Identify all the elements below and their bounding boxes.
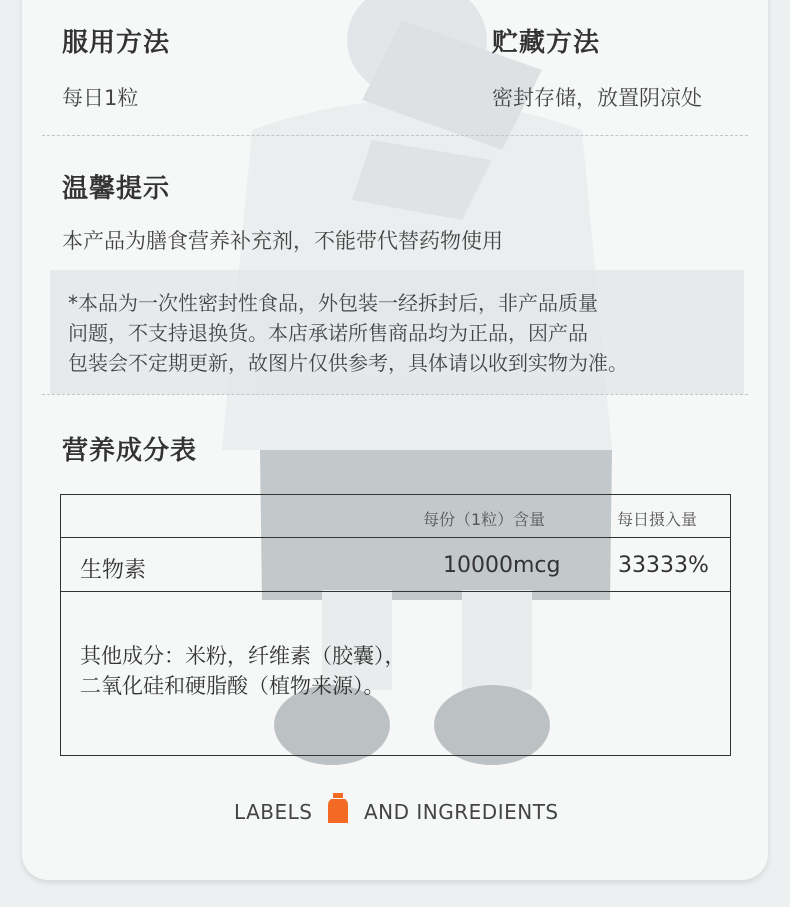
bottle-icon [328, 793, 348, 823]
other-ingredients-line: 二氧化硅和硬脂酸（植物来源）。 [80, 674, 385, 698]
nutrient-daily: 33333% [618, 553, 709, 578]
divider [42, 135, 748, 136]
usage-text: 每日1粒 [62, 86, 139, 110]
other-ingredients-line: 其他成分：米粉，纤维素（胶囊）， [80, 644, 406, 668]
divider [42, 394, 748, 395]
table-rule [61, 537, 730, 538]
storage-text: 密封存储，放置阴凉处 [492, 86, 702, 110]
nutrition-title: 营养成分表 [62, 436, 198, 466]
footer-left-label: LABELS [234, 800, 313, 824]
notice-box [50, 270, 744, 394]
nutrient-name: 生物素 [80, 558, 147, 583]
nutrition-table [60, 494, 731, 756]
notice-line: *本品为一次性密封性食品，外包装一经拆封后，非产品质量 [68, 291, 598, 315]
header-daily: 每日摄入量 [617, 510, 698, 529]
notice-line: 包装会不定期更新，故图片仅供参考，具体请以收到实物为准。 [68, 351, 628, 375]
tips-title: 温馨提示 [62, 174, 171, 204]
usage-title: 服用方法 [62, 28, 171, 58]
header-per-serving: 每份（1粒）含量 [423, 510, 546, 529]
tips-text: 本产品为膳食营养补充剂，不能带代替药物使用 [62, 229, 503, 253]
notice-line: 问题，不支持退换货。本店承诺所售商品均为正品，因产品 [68, 321, 588, 345]
footer-right-label: AND INGREDIENTS [364, 800, 559, 824]
content-card [22, 0, 768, 880]
nutrient-per-serving: 10000mcg [443, 553, 561, 578]
storage-title: 贮藏方法 [492, 28, 601, 58]
table-rule [61, 591, 730, 592]
